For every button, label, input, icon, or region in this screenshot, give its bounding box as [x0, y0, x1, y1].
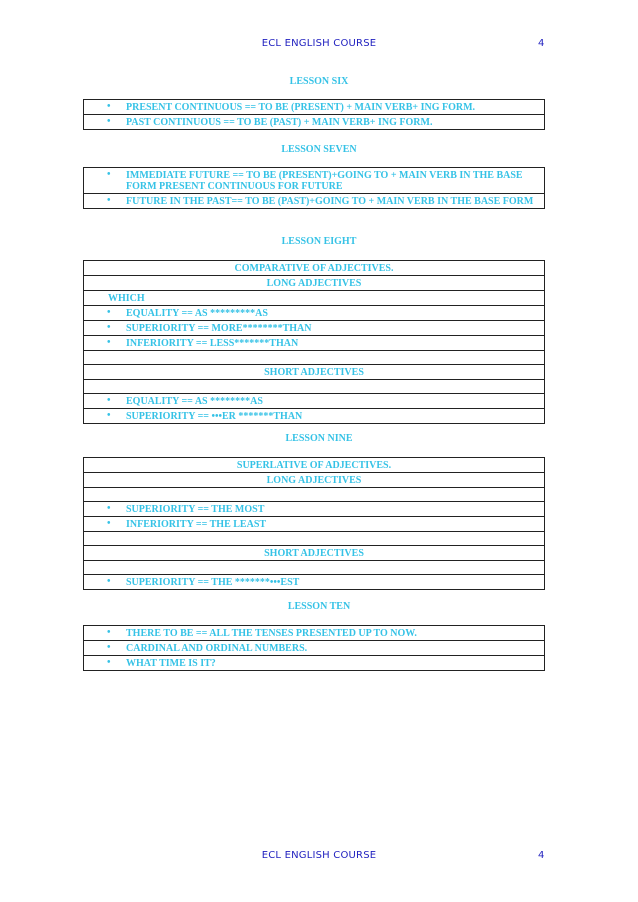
- list-item: • PRESENT CONTINUOUS == TO BE (PRESENT) + MAIN VERB+ ING FORM.: [84, 100, 544, 114]
- list-item: • THERE TO BE == ALL THE TENSES PRESENTED UP TO NOW.: [84, 626, 544, 640]
- lesson-nine-table: [83, 457, 545, 590]
- lesson-seven-table: [83, 167, 545, 209]
- list-item: • IMMEDIATE FUTURE == TO BE (PRESENT)+GOING TO + MAIN VERB IN THE BASE FORM PRESENT CONTINUOUS FOR FUTURE: [84, 168, 544, 193]
- page-footer: [0, 850, 638, 866]
- comparative-heading: COMPARATIVE OF ADJECTIVES.: [234, 263, 394, 274]
- lesson-six-title: LESSON SIX: [289, 76, 349, 87]
- long-adjectives-heading: LONG ADJECTIVES: [84, 275, 544, 290]
- list-item: • EQUALITY == AS *********AS: [84, 305, 544, 320]
- lesson-eight-title: LESSON EIGHT: [281, 236, 357, 247]
- short-adjectives-heading: SHORT ADJECTIVES: [84, 545, 544, 560]
- list-item: • EQUALITY == AS ********AS: [84, 393, 544, 408]
- list-item: • FUTURE IN THE PAST== TO BE (PAST)+GOING TO + MAIN VERB IN THE BASE FORM: [84, 193, 544, 208]
- lesson-ten-table: [83, 625, 545, 671]
- long-adjectives-heading: LONG ADJECTIVES: [84, 472, 544, 487]
- lesson-six-table: [83, 99, 545, 130]
- list-item: • SUPERIORITY == MORE********THAN: [84, 320, 544, 335]
- list-item: • SUPERIORITY == THE *******•••EST: [84, 574, 544, 589]
- lesson-eight-table: [83, 260, 545, 424]
- header-title: ECL ENGLISH COURSE: [261, 38, 377, 49]
- page-header: [0, 38, 638, 54]
- lesson-seven-title: LESSON SEVEN: [281, 144, 357, 155]
- empty-row: [84, 379, 544, 393]
- lesson-ten-title: LESSON TEN: [287, 601, 351, 612]
- list-item: • SUPERIORITY == •••ER *******THAN: [84, 408, 544, 423]
- list-item: • SUPERIORITY == THE MOST: [84, 501, 544, 516]
- empty-row: [84, 350, 544, 364]
- footer-title: ECL ENGLISH COURSE: [261, 850, 377, 861]
- footer-page-number: 4: [538, 850, 545, 861]
- list-item: • INFERIORITY == THE LEAST: [84, 516, 544, 531]
- list-item: • INFERIORITY == LESS*******THAN: [84, 335, 544, 350]
- header-page-number: 4: [538, 38, 545, 49]
- list-item: • PAST CONTINUOUS == TO BE (PAST) + MAIN VERB+ ING FORM.: [84, 114, 544, 129]
- empty-row: [84, 487, 544, 501]
- lesson-nine-title: LESSON NINE: [285, 433, 353, 444]
- empty-row: [84, 560, 544, 574]
- empty-row: [84, 531, 544, 545]
- list-item: • WHAT TIME IS IT?: [84, 655, 544, 670]
- which-label: WHICH: [84, 290, 544, 305]
- superlative-heading: SUPERLATIVE OF ADJECTIVES.: [236, 460, 392, 471]
- list-item: • CARDINAL AND ORDINAL NUMBERS.: [84, 640, 544, 655]
- short-adjectives-heading: SHORT ADJECTIVES: [84, 364, 544, 379]
